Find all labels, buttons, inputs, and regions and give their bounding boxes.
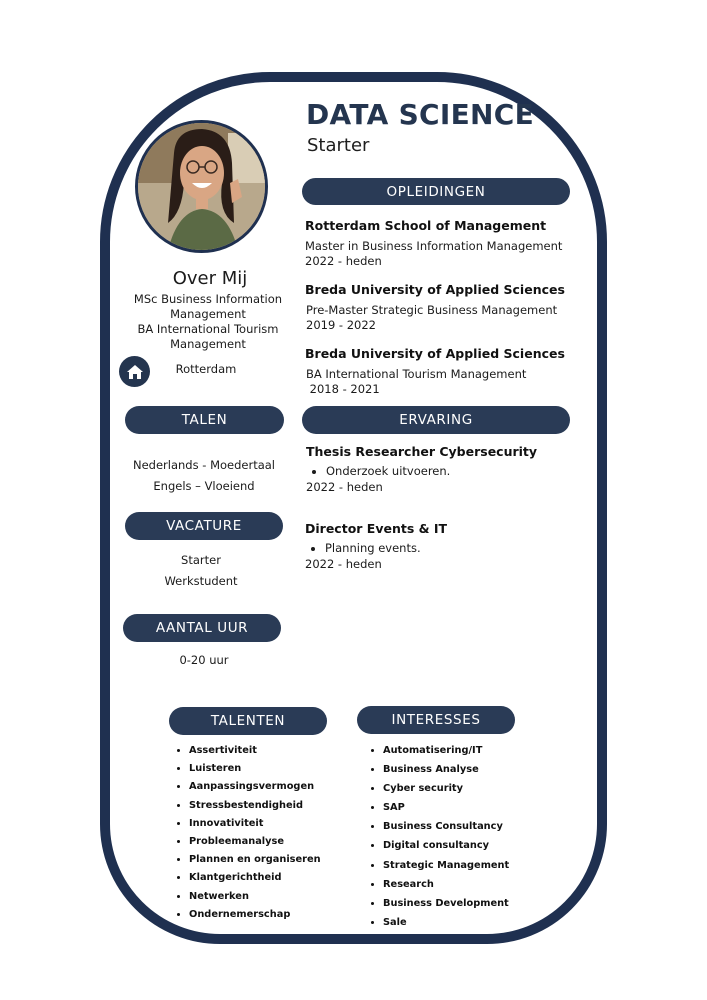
experience-task: • Planning events.: [325, 540, 565, 556]
interest-item: • Business Analyse: [383, 760, 509, 779]
language-item: Engels – Vloeiend: [153, 479, 255, 493]
interest-item: • Business Consultancy: [383, 817, 509, 836]
experience-period: 2022 - heden: [306, 480, 383, 494]
about-line: Management: [170, 337, 246, 351]
interests-heading: INTERESSES: [357, 706, 515, 734]
about-line: MSc Business Information: [133, 292, 283, 306]
experience-task: • Onderzoek uitvoeren.: [326, 463, 566, 479]
hours-heading: AANTAL UUR: [123, 614, 281, 642]
interest-item: • Research: [383, 875, 509, 894]
talent-item: • Probleemanalyse: [189, 833, 321, 851]
language-item: Nederlands - Moedertaal: [133, 458, 275, 472]
experience-period: 2022 - heden: [305, 557, 382, 571]
education-entry: [305, 346, 575, 397]
cv-subtitle: Starter: [307, 135, 370, 156]
education-heading: OPLEIDINGEN: [302, 178, 570, 205]
interests-list: [369, 741, 509, 932]
about-line: BA International Tourism: [137, 322, 279, 336]
talent-item: • Plannen en organiseren: [189, 851, 321, 869]
education-program: Pre-Master Strategic Business Management: [306, 303, 558, 317]
education-program: Master in Business Information Management: [305, 239, 563, 253]
education-school: Rotterdam School of Management: [305, 218, 547, 233]
experience-entry: [305, 521, 565, 572]
home-icon: [119, 356, 150, 387]
experience-role: Director Events & IT: [305, 521, 448, 536]
hours-value: 0-20 uur: [179, 653, 229, 667]
experience-role: Thesis Researcher Cybersecurity: [306, 444, 538, 459]
interest-item: • Strategic Management: [383, 856, 509, 875]
education-period: 2018 - 2021: [306, 382, 380, 396]
about-title: Over Mij: [172, 268, 248, 289]
talent-item: • Luisteren: [189, 760, 321, 778]
about-line: Management: [170, 307, 246, 321]
education-period: 2019 - 2022: [306, 318, 376, 332]
profile-photo: [135, 120, 268, 253]
vacancy-item: Starter: [181, 553, 221, 567]
talent-item: • Ondernemerschap: [189, 906, 321, 924]
talent-item: • Assertiviteit: [189, 742, 321, 760]
interest-item: • Cyber security: [383, 779, 509, 798]
cv-title: DATA SCIENCE: [306, 98, 535, 131]
education-school: Breda University of Applied Sciences: [305, 282, 565, 297]
talent-item: • Aanpassingsvermogen: [189, 778, 321, 796]
vacancy-item: Werkstudent: [164, 574, 238, 588]
talent-item: • Innovativiteit: [189, 815, 321, 833]
languages-heading: TALEN: [125, 406, 284, 434]
vacancy-list: [140, 550, 262, 592]
location-text: Rotterdam: [175, 362, 237, 376]
experience-entry: [306, 444, 566, 495]
talent-item: • Klantgerichtheid: [189, 869, 321, 887]
education-period: 2022 - heden: [305, 254, 382, 268]
talents-list: [175, 742, 321, 924]
talents-heading: TALENTEN: [169, 707, 327, 735]
education-entry: [305, 282, 575, 333]
interest-item: • Automatisering/IT: [383, 741, 509, 760]
talent-item: • Stressbestendigheid: [189, 797, 321, 815]
interest-item: • SAP: [383, 798, 509, 817]
education-school: Breda University of Applied Sciences: [305, 346, 565, 361]
experience-heading: ERVARING: [302, 406, 570, 434]
education-program: BA International Tourism Management: [306, 367, 527, 381]
interest-item: • Business Development: [383, 894, 509, 913]
languages-list: [118, 455, 290, 497]
education-entry: [305, 218, 575, 269]
talent-item: • Netwerken: [189, 888, 321, 906]
about-text: [128, 292, 288, 352]
interest-item: • Sale: [383, 913, 509, 932]
vacancy-heading: VACATURE: [125, 512, 283, 540]
interest-item: • Digital consultancy: [383, 836, 509, 855]
